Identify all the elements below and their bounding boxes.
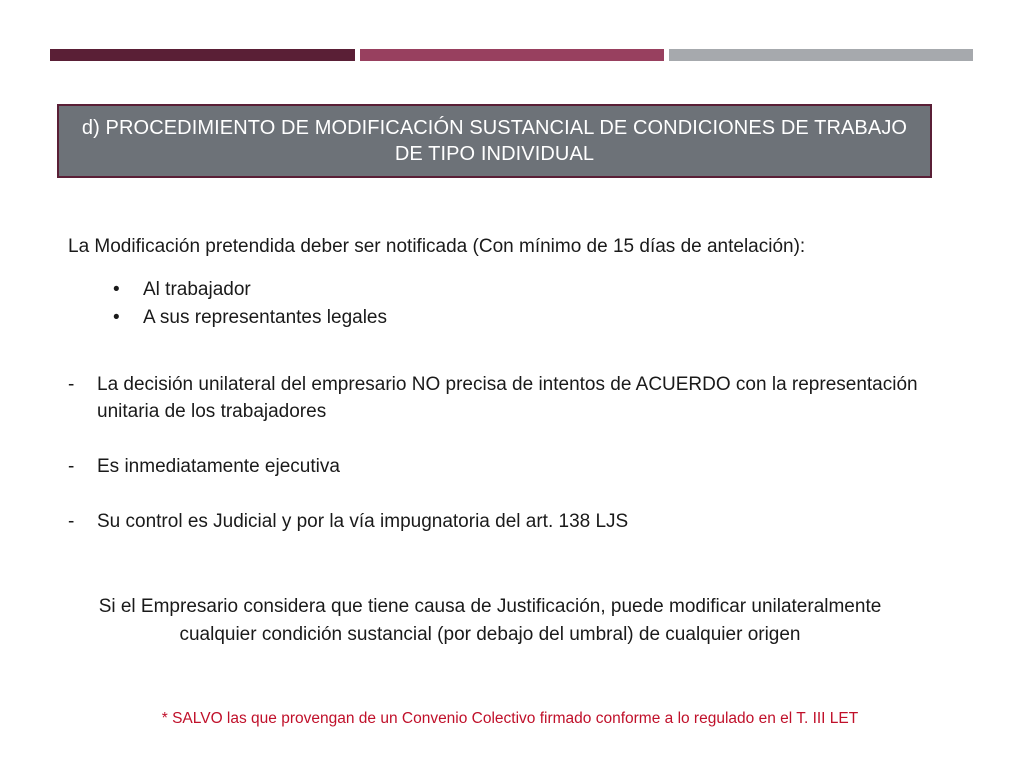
dash-marker: - xyxy=(68,456,75,477)
list-item-text: Su control es Judicial y por la vía impugnatoria del art. 138 LJS xyxy=(97,511,629,532)
conclusion-paragraph: Si el Empresario considera que tiene causa de Justificación, puede modificar unilateralmente cualquier condición sustancial (por debajo del umbral) de cualquier origen xyxy=(98,596,882,645)
list-item-text: Es inmediatamente ejecutiva xyxy=(97,456,340,477)
list-item-text: La decisión unilateral del empresario NO precisa de intentos de ACUERDO con la representación unitaria de los trabajadores xyxy=(97,374,918,422)
slide-title: d) PROCEDIMIENTO DE MODIFICACIÓN SUSTANCIAL DE CONDICIONES DE TRABAJO DE TIPO INDIVIDUAL xyxy=(81,117,908,165)
list-item xyxy=(110,276,387,304)
slide-title-box xyxy=(57,104,932,178)
list-item xyxy=(68,453,948,480)
list-item xyxy=(110,304,387,332)
list-item-text: A sus representantes legales xyxy=(143,307,387,328)
recipient-list xyxy=(110,276,387,332)
intro-text: La Modificación pretendida deber ser notificada (Con mínimo de 15 días de antelación): xyxy=(68,236,806,257)
bullet-marker: • xyxy=(113,307,120,328)
dash-marker: - xyxy=(68,374,75,395)
list-item-text: Al trabajador xyxy=(143,279,251,300)
decorative-bar-dark xyxy=(50,49,355,61)
list-item xyxy=(68,508,948,535)
footnote: * SALVO las que provengan de un Convenio Colectivo firmado conforme a lo regulado en el T. III LET xyxy=(161,710,859,727)
bullet-marker: • xyxy=(113,279,120,300)
list-item xyxy=(68,371,948,425)
decorative-bar-magenta xyxy=(360,49,664,61)
decorative-bar-gray xyxy=(669,49,973,61)
key-points-list xyxy=(68,371,948,563)
dash-marker: - xyxy=(68,511,75,532)
